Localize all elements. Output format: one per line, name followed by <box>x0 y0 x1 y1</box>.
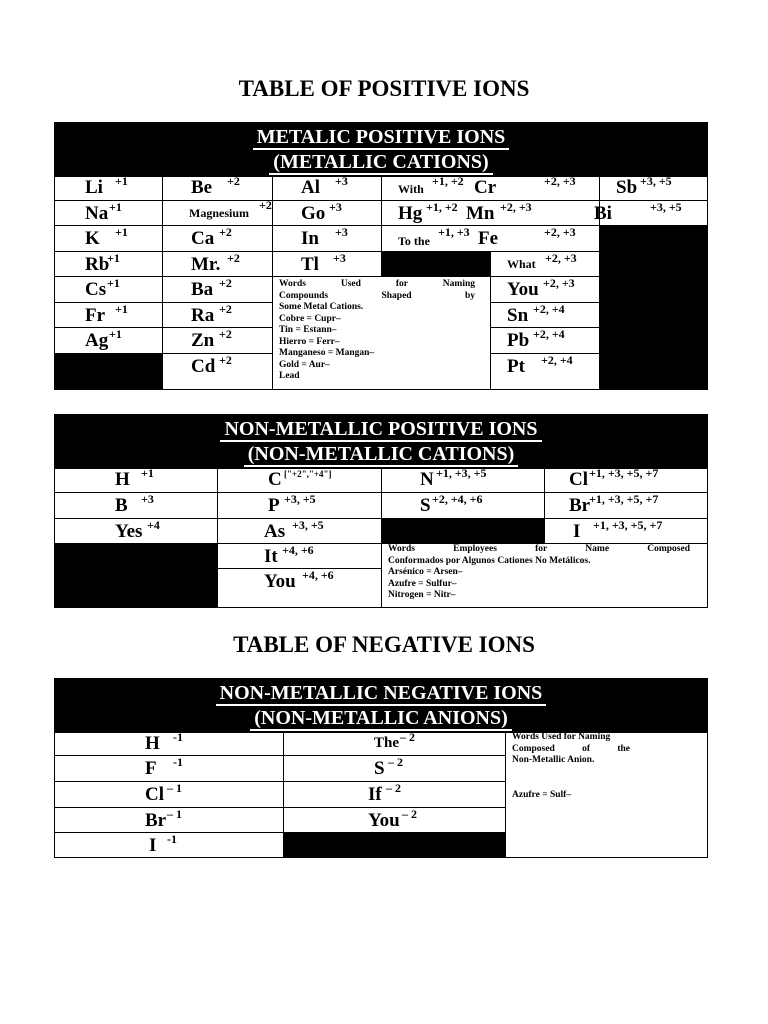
anion-cell-te <box>284 808 506 833</box>
nonmetallic-anions-table <box>54 678 708 858</box>
ion-symbol: Rb <box>85 254 110 275</box>
ion-charge: +4 <box>147 518 160 532</box>
ion-symbol: As <box>264 521 286 542</box>
anion-cell-br <box>55 808 284 833</box>
ion-symbol: You <box>368 810 400 831</box>
ion-symbol: What <box>507 257 536 271</box>
ion-charge: +3, +5 <box>292 518 324 532</box>
note-line: Lead <box>279 371 300 381</box>
ion-symbol: C <box>268 469 282 490</box>
ion-cell-au-fe <box>382 226 600 252</box>
ion-cell-b <box>55 493 218 519</box>
ion-cell-hg-mn <box>382 201 600 226</box>
ion-charge: +2, +3 <box>544 225 576 239</box>
ion-symbol: F <box>145 758 157 779</box>
nonmetal-naming-note <box>382 544 707 608</box>
anion-cell-o <box>284 731 506 756</box>
ion-symbol: Mr. <box>191 254 221 275</box>
ion-charge: +2, +4 <box>533 327 565 341</box>
ion-symbol: Tl <box>301 254 319 275</box>
ion-charge: +1, +2 <box>432 174 464 188</box>
note-line: Cobre = Cupr– <box>279 313 341 324</box>
ion-symbol: S <box>420 495 431 516</box>
ion-charge: +1, +3, +5, +7 <box>589 466 659 480</box>
note-line: Words Employees for Name Composed <box>388 544 690 554</box>
ion-cell-s <box>382 493 545 519</box>
ion-symbol: K <box>85 228 100 249</box>
ion-charge: +2 <box>219 225 232 239</box>
ion-cell-ni <box>491 277 600 303</box>
ion-charge: +3, +5 <box>640 174 672 188</box>
metallic-header-line1: METALIC POSITIVE IONS <box>253 126 510 150</box>
ion-cell-rb <box>55 252 163 277</box>
note-line: Tin = Estann– <box>279 325 337 335</box>
ion-cell-te <box>218 569 382 608</box>
metallic-ions-table <box>54 122 708 390</box>
ion-cell-fr <box>55 303 163 328</box>
ion-symbol: Bi <box>594 203 612 224</box>
ion-cell-ag <box>55 328 163 354</box>
ion-symbol: Cl <box>569 469 588 490</box>
ion-cell-zn <box>163 328 273 354</box>
ion-cell-li <box>55 175 163 201</box>
note-line: Compounds Shaped by <box>279 290 475 301</box>
ion-cell-in <box>273 226 382 252</box>
anion-cell-i <box>55 833 284 858</box>
empty-cell <box>55 569 218 608</box>
ion-charge: +2 <box>219 353 232 367</box>
ion-cell-ga <box>273 201 382 226</box>
ion-cell-n <box>382 467 545 493</box>
ion-symbol: Pt <box>507 356 525 377</box>
ion-symbol: Ra <box>191 305 215 326</box>
ion-symbol: You <box>507 279 539 300</box>
ion-charge: +1, +3, +5, +7 <box>589 492 659 506</box>
ion-charge: +1 <box>107 251 120 265</box>
ion-charge: +1, +3, +5, +7 <box>593 518 663 532</box>
ion-symbol: Cr <box>474 177 497 198</box>
nonmetallic-anions-header-line1: NON-METALLIC NEGATIVE IONS <box>216 682 547 706</box>
ion-charge: -1 <box>173 755 183 769</box>
ion-charge: +1 <box>141 466 154 480</box>
ion-symbol: Cl <box>145 784 164 805</box>
note-line: Conformados por Algunos Cationes No Metálicos. <box>388 555 591 566</box>
ion-cell-se <box>218 544 382 569</box>
ion-symbol: I <box>573 521 581 542</box>
ion-charge: +1 <box>109 200 122 214</box>
ion-charge: +3 <box>333 251 346 265</box>
empty-cell <box>600 226 707 390</box>
note-line: Some Metal Cations. <box>279 302 364 312</box>
ion-charge: – 2 <box>386 781 401 795</box>
ion-charge: +3 <box>141 492 154 506</box>
metallic-header-line2: (METALLIC CATIONS) <box>269 151 492 175</box>
note-line: Arsénico = Arsen– <box>388 567 463 577</box>
ion-cell-k <box>55 226 163 252</box>
anion-cell-h <box>55 731 284 756</box>
ion-charge: +2 <box>219 302 232 316</box>
ion-symbol: Na <box>85 203 109 224</box>
ion-symbol: Al <box>301 177 320 198</box>
ion-cell-as <box>218 519 382 544</box>
ion-charge: – 1 <box>167 781 182 795</box>
ion-symbol: Fe <box>478 228 499 249</box>
ion-charge: +2 <box>227 174 240 188</box>
ion-cell-cd <box>163 354 273 390</box>
empty-cell <box>55 354 163 390</box>
ion-charge: – 2 <box>400 730 415 744</box>
note-line: Manganeso = Mangan– <box>279 348 375 358</box>
ion-charge: +2, +3 <box>500 200 532 214</box>
ion-symbol: The <box>374 735 400 751</box>
ion-symbol: Cd <box>191 356 216 377</box>
anion-cell-f <box>55 756 284 782</box>
ion-symbol: H <box>145 733 160 754</box>
ion-symbol: Ag <box>85 330 109 351</box>
ion-symbol: Hg <box>398 203 423 224</box>
ion-cell-ca <box>163 226 273 252</box>
ion-cell-cs <box>55 277 163 303</box>
ion-symbol: In <box>301 228 319 249</box>
ion-charge: +3 <box>329 200 342 214</box>
ion-charge: – 2 <box>402 807 417 821</box>
note-line: Composed of the <box>512 743 630 754</box>
ion-symbol: Yes <box>115 521 143 542</box>
note-line: Azufre = Sulfur– <box>388 578 457 589</box>
ion-charge: +1, +3, +5 <box>436 466 487 480</box>
empty-cell <box>382 519 545 544</box>
ion-charge: +3, +5 <box>650 200 682 214</box>
ion-charge: +3 <box>335 225 348 239</box>
ion-symbol: Br <box>569 495 591 516</box>
ion-symbol: N <box>420 469 434 490</box>
ion-charge: +2, +4 <box>541 353 573 367</box>
ion-symbol: S <box>374 758 385 779</box>
anion-cell-se <box>284 782 506 808</box>
ion-cell-br <box>545 493 707 519</box>
ion-cell-sn <box>491 303 600 328</box>
ion-symbol: Zn <box>191 330 215 351</box>
nonmetallic-anions-header <box>55 679 707 733</box>
ion-symbol: H <box>115 469 130 490</box>
ion-cell-mr <box>163 252 273 277</box>
ion-symbol: Magnesium <box>189 206 249 220</box>
ion-symbol: I <box>149 835 157 856</box>
ion-symbol: Ca <box>191 228 215 249</box>
empty-cell <box>55 544 218 569</box>
ion-cell-c <box>218 467 382 493</box>
ion-symbol: Li <box>85 177 103 198</box>
anion-cell-cl <box>55 782 284 808</box>
ion-charge: +1 <box>109 327 122 341</box>
ion-charge: +2 <box>227 251 240 265</box>
empty-cell <box>382 252 491 277</box>
note-line: Gold = Aur– <box>279 359 330 370</box>
ion-symbol: Fr <box>85 305 106 326</box>
ion-charge: +2, +4 <box>533 302 565 316</box>
ion-charge: – 1 <box>167 807 182 821</box>
ion-cell-cl <box>545 467 707 493</box>
ion-charge: ["+2","+4"] <box>284 469 332 479</box>
ion-charge: +1 <box>115 174 128 188</box>
ion-cell-i <box>545 519 707 544</box>
ion-charge: +2 <box>219 276 232 290</box>
metal-naming-note <box>273 277 491 390</box>
ion-cell-h <box>55 467 218 493</box>
note-line: Hierro = Ferr– <box>279 336 340 347</box>
ion-symbol: Br <box>145 810 167 831</box>
ion-symbol: Ba <box>191 279 214 300</box>
ion-charge: +2, +3 <box>545 251 577 265</box>
ion-cell-na <box>55 201 163 226</box>
ion-symbol: B <box>115 495 128 516</box>
ion-symbol: Sb <box>616 177 638 198</box>
nonmetallic-cations-header-line2: (NON-METALLIC CATIONS) <box>244 443 519 467</box>
ion-cell-tl <box>273 252 382 277</box>
note-line: Words Used for Naming <box>512 732 611 742</box>
ion-charge: +2, +3 <box>543 276 575 290</box>
ion-charge: +4, +6 <box>302 568 334 582</box>
ion-charge: +3, +5 <box>284 492 316 506</box>
anion-cell-s <box>284 756 506 782</box>
ion-symbol: Sn <box>507 305 529 326</box>
ion-charge: +1, +3 <box>438 225 470 239</box>
positive-ions-title: TABLE OF POSITIVE IONS <box>238 76 530 101</box>
note-line: Azufre = Sulf– <box>512 789 572 800</box>
ion-symbol: To the <box>398 234 430 248</box>
note-line: Nitrogen = Nitr– <box>388 590 456 600</box>
empty-cell <box>284 833 506 858</box>
ion-cell-be <box>163 175 273 201</box>
ion-symbol: Mn <box>466 203 495 224</box>
ion-charge: +3 <box>335 174 348 188</box>
metallic-table-header <box>55 123 707 177</box>
ion-charge: +1 <box>107 276 120 290</box>
ion-cell-pb <box>491 328 600 354</box>
ion-charge: +2 <box>219 327 232 341</box>
ion-cell-co <box>491 252 600 277</box>
ion-symbol: With <box>398 182 424 196</box>
ion-charge: +2, +4, +6 <box>432 492 483 506</box>
ion-cell-si <box>55 519 218 544</box>
ion-charge: +2 <box>259 198 272 212</box>
note-line: Words Used for Naming <box>279 279 475 289</box>
ion-symbol: Pb <box>507 330 530 351</box>
nonmetallic-cations-header <box>55 415 707 469</box>
ion-symbol: You <box>264 571 296 592</box>
ion-cell-bi <box>594 200 707 226</box>
ion-charge: – 2 <box>388 755 403 769</box>
ion-cell-p <box>218 493 382 519</box>
ion-charge: +1 <box>115 225 128 239</box>
ion-cell-mg <box>163 198 273 226</box>
anion-naming-note <box>506 731 707 858</box>
ion-cell-cu-cr <box>382 175 600 201</box>
ion-symbol: If <box>368 784 382 805</box>
ion-cell-pt <box>491 354 600 390</box>
ion-charge: +1, +2 <box>426 200 458 214</box>
nonmetallic-anions-header-line2: (NON-METALLIC ANIONS) <box>250 707 512 731</box>
ion-cell-al <box>273 175 382 201</box>
note-line: Non-Metallic Anion. <box>512 755 595 765</box>
ion-symbol: It <box>264 546 278 567</box>
ion-symbol: Go <box>301 203 326 224</box>
ion-charge: -1 <box>167 832 177 846</box>
ion-symbol: Be <box>191 177 213 198</box>
nonmetallic-cations-header-line1: NON-METALLIC POSITIVE IONS <box>220 418 541 442</box>
nonmetallic-cations-table <box>54 414 708 608</box>
ion-charge: +1 <box>115 302 128 316</box>
ion-symbol: P <box>268 495 280 516</box>
ion-charge: +2, +3 <box>544 174 576 188</box>
ion-charge: -1 <box>173 730 183 744</box>
negative-ions-title: TABLE OF NEGATIVE IONS <box>233 632 535 657</box>
ion-symbol: Cs <box>85 279 107 300</box>
ion-cell-ba <box>163 277 273 303</box>
ion-cell-sb <box>600 175 707 201</box>
ion-charge: +4, +6 <box>282 543 314 557</box>
ion-cell-ra <box>163 303 273 328</box>
